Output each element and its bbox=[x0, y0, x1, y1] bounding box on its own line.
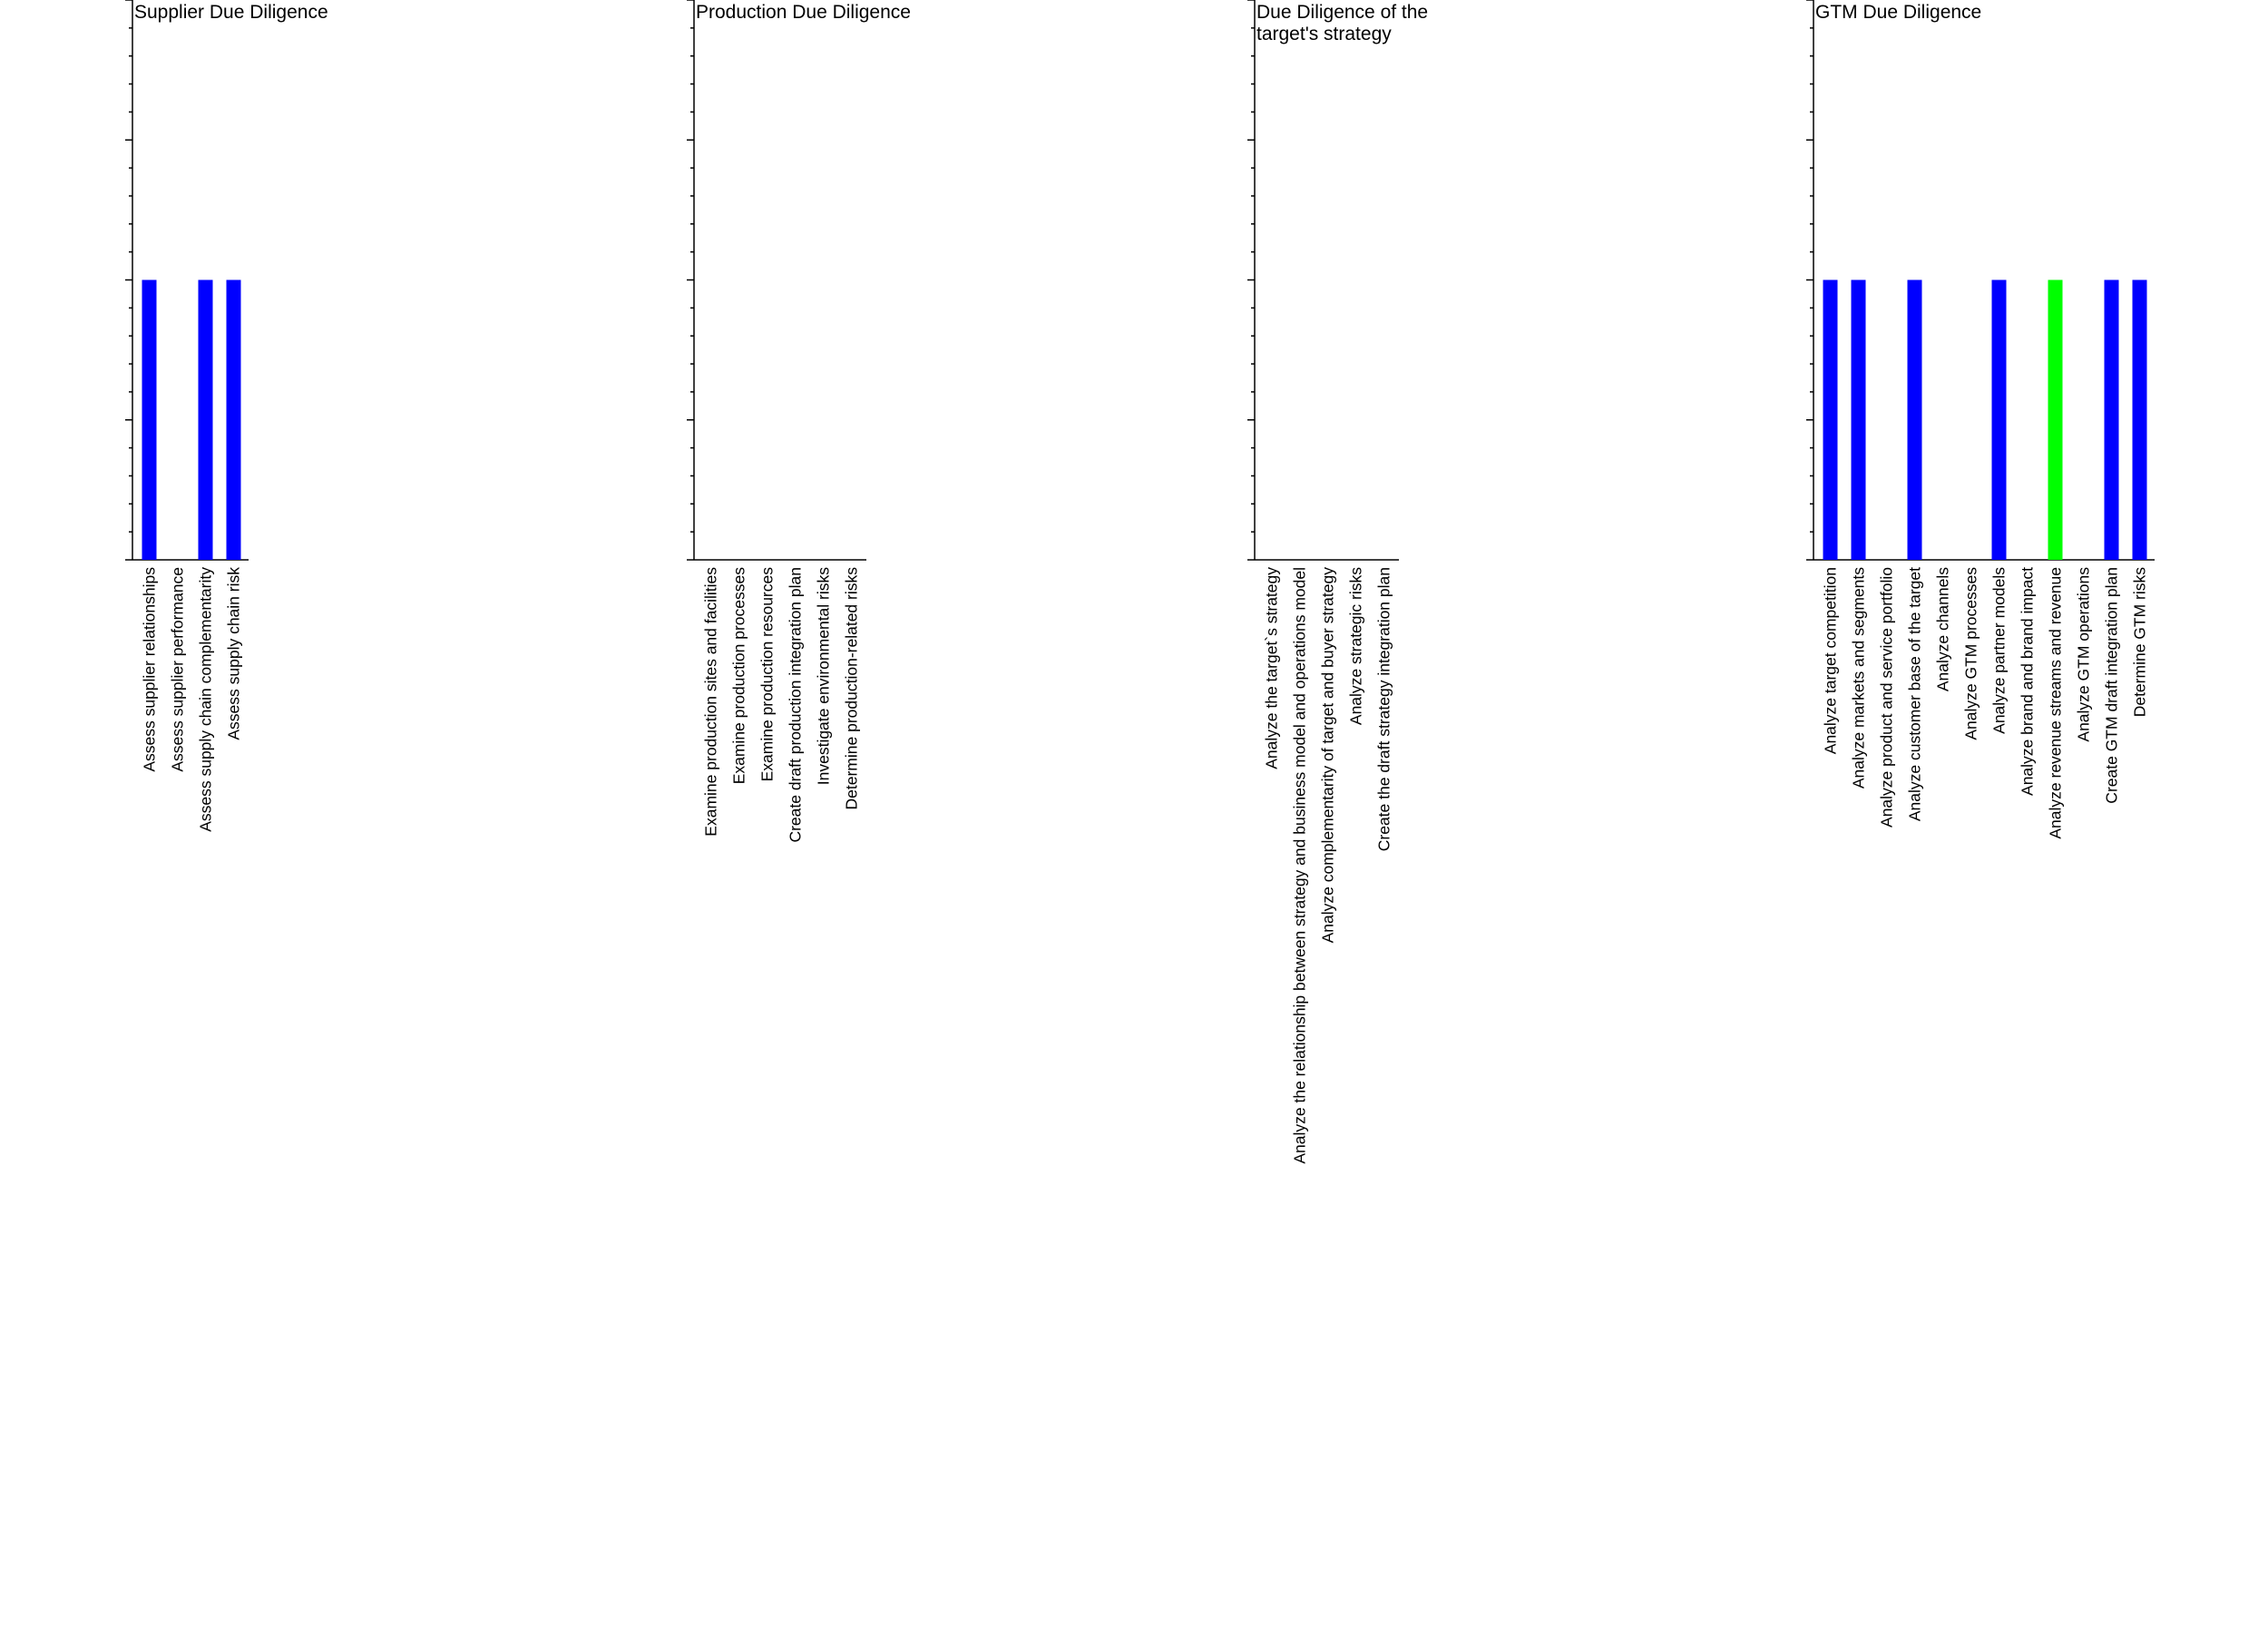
category-label: Examine production sites and facilities bbox=[701, 567, 720, 837]
category-label: Analyze channels bbox=[1933, 567, 1952, 692]
category-label: Analyze the target`s strategy bbox=[1262, 567, 1281, 769]
category-label: Create draft production integration plan bbox=[786, 567, 805, 843]
bar bbox=[2105, 280, 2119, 561]
category-label: Assess supplier performance bbox=[168, 567, 187, 772]
category-label: Analyze brand and brand impact bbox=[2018, 567, 2037, 796]
chart-title: GTM Due Diligence bbox=[1815, 2, 1982, 23]
bar bbox=[142, 280, 157, 561]
chart-panel-3 bbox=[1247, 0, 1428, 1164]
chart-panel-4 bbox=[1806, 0, 2155, 839]
category-label: Determine GTM risks bbox=[2130, 567, 2149, 718]
category-label: Analyze GTM operations bbox=[2074, 567, 2093, 742]
category-label: Create GTM draft integration plan bbox=[2102, 567, 2121, 804]
category-label: Analyze strategic risks bbox=[1346, 567, 1365, 726]
bar bbox=[1992, 280, 2007, 561]
category-label: Analyze GTM processes bbox=[1961, 567, 1980, 740]
category-label: Analyze complementarity of target and buyer strategy bbox=[1318, 567, 1337, 944]
chart-title: Supplier Due Diligence bbox=[134, 2, 328, 23]
category-label: Create the draft strategy integration plan bbox=[1374, 567, 1393, 852]
bar bbox=[1852, 280, 1866, 561]
category-label: Analyze target competition bbox=[1821, 567, 1840, 755]
category-label: Analyze the relationship between strategy and business model and operations model bbox=[1290, 567, 1309, 1164]
bar bbox=[199, 280, 213, 561]
bar bbox=[1823, 280, 1838, 561]
category-label: Analyze customer base of the target bbox=[1905, 567, 1924, 822]
category-label: Analyze revenue streams and revenue bbox=[2046, 567, 2065, 839]
category-label: Assess supply chain risk bbox=[224, 567, 243, 740]
category-label: Analyze markets and segments bbox=[1849, 567, 1868, 789]
chart-panel-1 bbox=[125, 0, 328, 832]
category-label: Examine production resources bbox=[758, 567, 777, 782]
category-label: Analyze partner models bbox=[1989, 567, 2009, 734]
chart-title: target's strategy bbox=[1256, 24, 1392, 44]
bar bbox=[227, 280, 241, 561]
category-label: Assess supplier relationships bbox=[140, 567, 159, 772]
category-label: Analyze product and service portfolio bbox=[1877, 567, 1896, 828]
category-label: Assess supply chain complementarity bbox=[196, 567, 215, 832]
chart-title: Production Due Diligence bbox=[696, 2, 911, 23]
category-label: Determine production-related risks bbox=[842, 567, 861, 810]
category-label: Examine production processes bbox=[729, 567, 748, 785]
chart-panel-2 bbox=[687, 0, 911, 843]
chart-title: Due Diligence of the bbox=[1256, 2, 1429, 23]
bar bbox=[2048, 280, 2063, 561]
bar bbox=[2133, 280, 2147, 561]
category-label: Investigate environmental risks bbox=[814, 567, 833, 786]
bar bbox=[1908, 280, 1922, 561]
